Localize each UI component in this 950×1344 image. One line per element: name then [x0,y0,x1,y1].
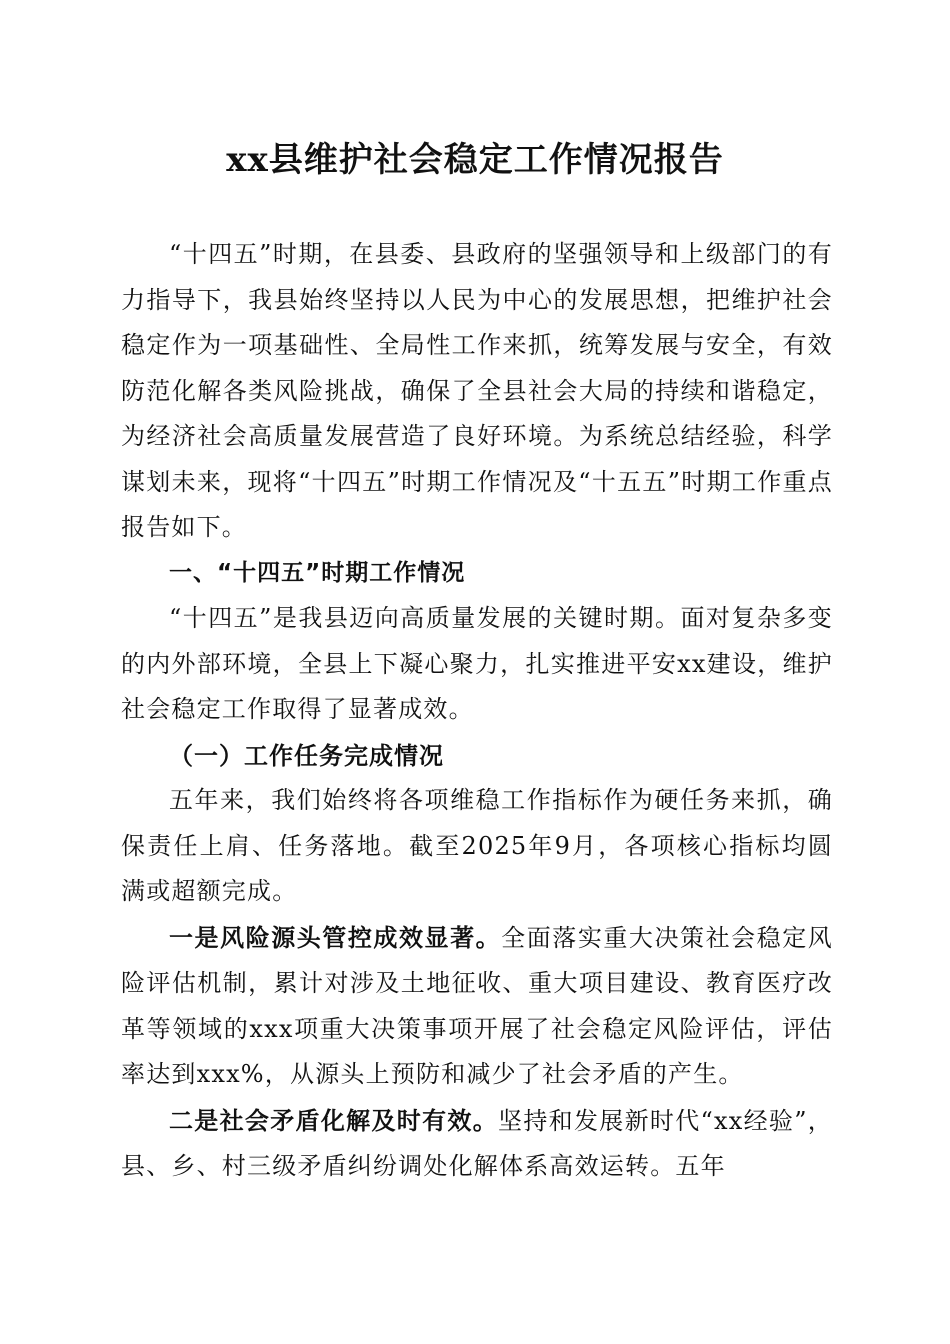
point-risk-control-text: 全面落实重大决策社会稳定风险评估机制，累计对涉及土地征收、重大项目建设、教育医疗改革等领域的xxx项重大决策事项开展了社会稳定风险评估，评估率达到xxx%，从源头上预防和减少了社会矛盾的产生。 [121,923,833,1088]
intro-paragraph: “十四五”时期，在县委、县政府的坚强领导和上级部门的有力指导下，我县始终坚持以人民为中心的发展思想，把维护社会稳定作为一项基础性、全局性工作来抓，统筹发展与安全，有效防范化解各类风险挑战，确保了全县社会大局的持续和谐稳定，为经济社会高质量发展营造了良好环境。为系统总结经验，科学谋划未来，现将“十四五”时期工作情况及“十五五”时期工作重点报告如下。 [121,240,833,541]
subsection-paragraph-task-completion: 五年来，我们始终将各项维稳工作指标作为硬任务来抓，确保责任上肩、任务落地。截至2025年9月，各项核心指标均圆满或超额完成。 [121,786,833,905]
point-conflict-resolution-text: 坚持和发展新时代“xx经验”，县、乡、村三级矛盾纠纷调处化解体系高效运转。五年 [121,1106,833,1180]
document-body [121,232,833,1190]
subsection-heading-task-completion: （一）工作任务完成情况 [169,740,444,770]
point-conflict-resolution-lead: 二是社会矛盾化解及时有效。 [169,1105,499,1135]
point-risk-control [121,915,833,1098]
document-title: xx县维护社会稳定工作情况报告 [226,140,724,180]
point-conflict-resolution [121,1098,833,1190]
point-risk-control-lead: 一是风险源头管控成效显著。 [169,922,502,952]
section-heading-work-status: 一、“十四五”时期工作情况 [169,559,466,586]
section-paragraph-work-status: “十四五”是我县迈向高质量发展的关键时期。面对复杂多变的内外部环境，全县上下凝心聚力，扎实推进平安xx建设，维护社会稳定工作取得了显著成效。 [121,604,833,723]
